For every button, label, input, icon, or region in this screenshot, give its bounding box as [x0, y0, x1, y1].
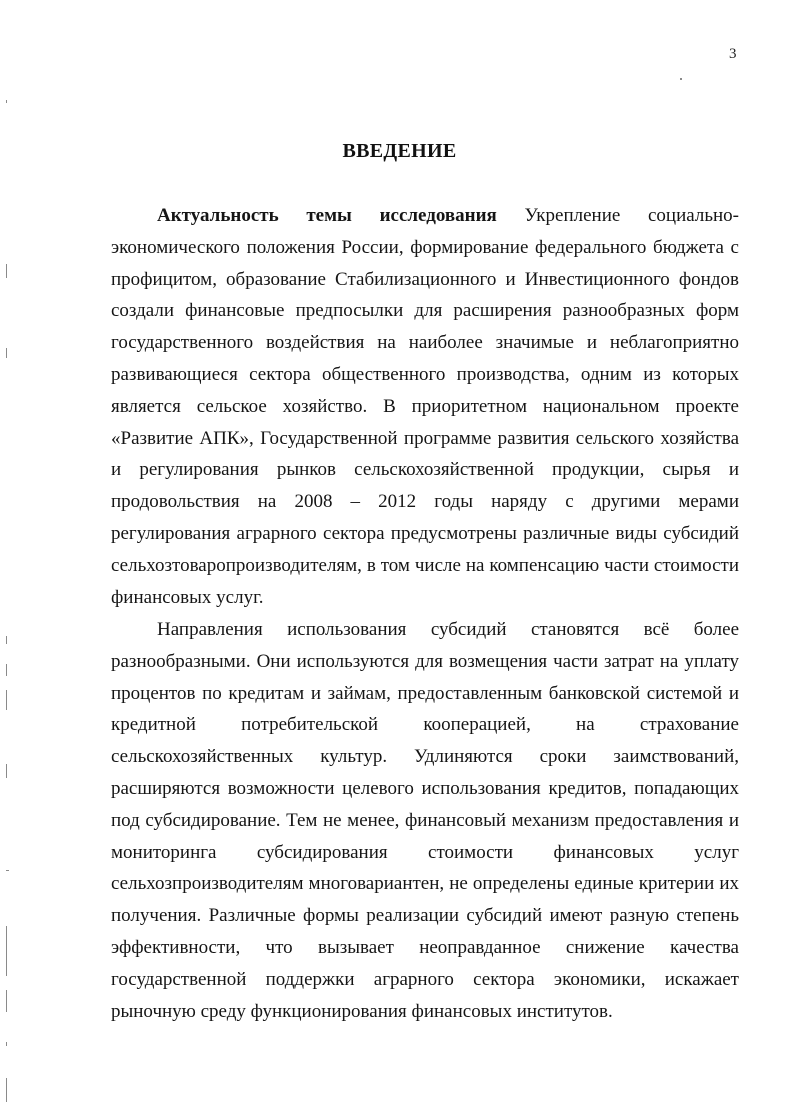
text-line: процентов по кредитам и займам, предоставленным банковской системой и — [111, 682, 739, 704]
scan-artifact — [6, 764, 7, 778]
scan-artifact — [6, 870, 9, 871]
page-number: 3 — [729, 46, 737, 62]
text-line: «Развитие АПК», Государственной программе развития сельского хозяйства — [111, 427, 739, 449]
text-line: государственной поддержки аграрного сектора экономики, искажает — [111, 968, 739, 990]
text-line: мониторинга субсидирования стоимости финансовых услуг — [111, 841, 739, 863]
text-line: сельскохозяйственных культур. Удлиняются сроки заимствований, — [111, 746, 739, 768]
text-line: получения. Различные формы реализации субсидий имеют разную степень — [111, 905, 739, 927]
scan-artifact — [6, 990, 7, 1012]
text-line: рыночную среду функционирования финансовых институтов. — [111, 1000, 613, 1022]
scan-artifact — [6, 926, 7, 976]
text-line: сельхозтоваропроизводителям, в том числе на компенсацию части стоимости — [111, 554, 739, 576]
text-line: экономического положения России, формирование федерального бюджета с — [111, 236, 739, 258]
scan-artifact — [6, 264, 7, 278]
paragraph-subsidy-directions — [111, 614, 739, 1027]
text-line: создали финансовые предпосылки для расширения разнообразных форм — [111, 300, 739, 322]
scan-artifact — [6, 664, 7, 676]
text-line: разнообразными. Они используются для возмещения части затрат на уплату — [111, 650, 739, 672]
text-line: под субсидирование. Тем не менее, финансовый механизм предоставления и — [111, 809, 739, 831]
text-line: государственного воздействия на наиболее значимые и неблагоприятно — [111, 332, 739, 354]
paragraph-relevance — [111, 200, 739, 613]
scan-artifact — [680, 78, 682, 80]
text-line: продовольствия на 2008 – 2012 годы наряду с другими мерами — [111, 491, 739, 513]
text-line: эффективности, что вызывает неоправданное снижение качества — [111, 936, 739, 958]
text-line: кредитной потребительской кооперацией, на страхование — [111, 714, 739, 736]
scan-artifact — [6, 348, 7, 358]
section-heading: ВВЕДЕНИЕ — [342, 140, 457, 162]
text-line: Актуальность темы исследования Укрепление социально- — [157, 205, 739, 226]
text-line: расширяются возможности целевого использования кредитов, попадающих — [111, 777, 739, 799]
text-line: развивающиеся сектора общественного производства, одним из которых — [111, 363, 739, 385]
scan-artifact — [6, 690, 7, 710]
scan-artifact — [6, 100, 7, 103]
text-line: является сельское хозяйство. В приоритетном национальном проекте — [111, 395, 739, 417]
text-line: регулирования аграрного сектора предусмотрены различные виды субсидий — [111, 522, 739, 544]
text-line: профицитом, образование Стабилизационного и Инвестиционного фондов — [111, 268, 739, 290]
text-line: финансовых услуг. — [111, 586, 264, 608]
relevance-lead: Актуальность темы исследования — [157, 205, 497, 226]
scan-artifact — [6, 1042, 7, 1046]
text-line: Направления использования субсидий становятся всё более — [157, 619, 739, 640]
text-line: сельхозпроизводителям многовариантен, не определены единые критерии их — [111, 873, 739, 895]
text-line: и регулирования рынков сельскохозяйственной продукции, сырья и — [111, 459, 739, 481]
scan-artifact — [6, 1078, 7, 1102]
scan-artifact — [6, 636, 7, 644]
